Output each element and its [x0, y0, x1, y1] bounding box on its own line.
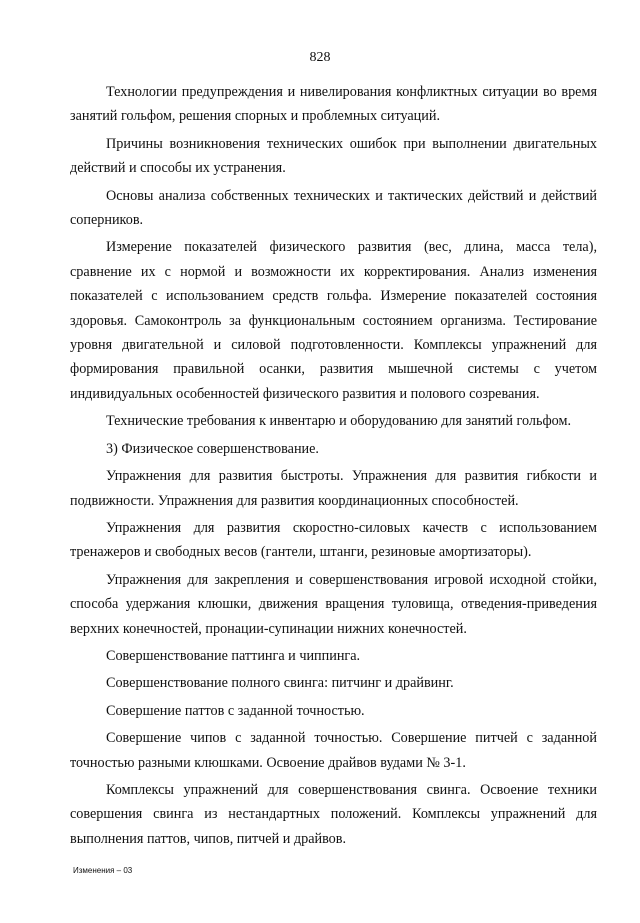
- document-body: [70, 80, 597, 851]
- paragraph: Технические требования к инвентарю и оборудованию для занятий гольфом.: [106, 413, 571, 430]
- paragraph: Упражнения для развития скоростно-силовых качеств с использованием тренажеров и свободных весов (гантели, штанги, резиновые амортизаторы).: [70, 519, 597, 561]
- paragraph: Совершенствование паттинга и чиппинга.: [106, 647, 361, 664]
- page-number: 828: [309, 50, 331, 65]
- paragraph: Совершенствование полного свинга: питчинг и драйвинг.: [106, 675, 454, 692]
- paragraph: Технологии предупреждения и нивелирования конфликтных ситуации во время занятий гольфом, решения спорных и проблемных ситуаций.: [70, 84, 597, 125]
- paragraph: Упражнения для закрепления и совершенствования игровой исходной стойки, способа удержания клюшки, движения вращения туловища, отведения-приведения верхних конечностей, пронации-супинации нижних конечностей.: [70, 571, 597, 637]
- footer-revision-note: Изменения – 03: [73, 866, 133, 875]
- paragraph: 3) Физическое совершенствование.: [106, 440, 319, 457]
- paragraph: Измерение показателей физического развития (вес, длина, масса тела), сравнение их с нормой и возможности их корректирования. Анализ изменения показателей с использованием средств гольфа. Измерение показателей состояния здоровья. Самоконтроль за функциональным состоянием организма. Тестирование уровня двигательной и силовой подготовленности. Комплексы упражнений для формирования правильной осанки, развития мышечной системы с учетом индивидуальных особенностей физического развития и полового созревания.: [70, 239, 597, 402]
- paragraph: Причины возникновения технических ошибок при выполнении двигательных действий и способы их устранения.: [70, 135, 597, 177]
- paragraph: Совершение паттов с заданной точностью.: [106, 702, 365, 719]
- paragraph: Упражнения для развития быстроты. Упражнения для развития гибкости и подвижности. Упражнения для развития координационных способностей.: [70, 468, 597, 509]
- paragraph: Основы анализа собственных технических и тактических действий и действий соперников.: [70, 187, 597, 229]
- paragraph: Совершение чипов с заданной точностью. Совершение питчей с заданной точностью разными клюшками. Освоение драйвов вудами № 3-1.: [70, 730, 597, 771]
- paragraph: Комплексы упражнений для совершенствования свинга. Освоение техники совершения свинга из нестандартных положений. Комплексы упражнений для выполнения паттов, чипов, питчей и драйвов.: [70, 781, 597, 847]
